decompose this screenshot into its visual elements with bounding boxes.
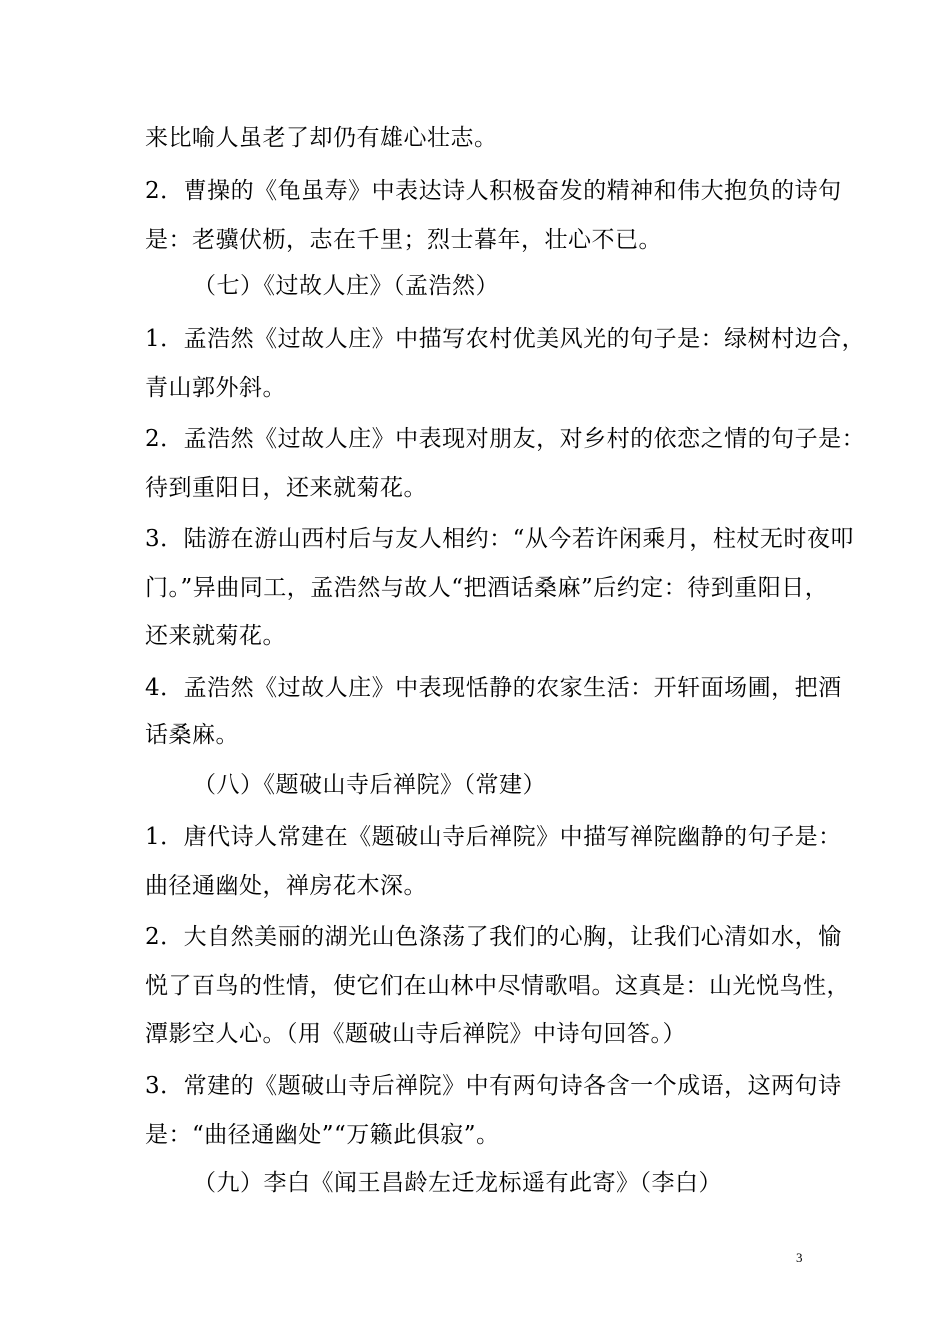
text-line: 是：“曲径通幽处”“万籁此俱寂”。 — [145, 1122, 500, 1148]
text-line: 2．孟浩然《过故人庄》中表现对朋友，对乡村的依恋之情的句子是： — [145, 426, 866, 452]
section-heading: （八）《题破山寺后禅院》（常建） — [193, 772, 546, 798]
text-line: 2．大自然美丽的湖光山色涤荡了我们的心胸，让我们心清如水，愉 — [145, 924, 842, 950]
text-line: 还来就菊花。 — [145, 623, 286, 649]
page-number: 3 — [796, 1250, 803, 1265]
text-line: 是：老骥伏枥，志在千里；烈士暮年，壮心不已。 — [145, 227, 662, 253]
text-line: 1．孟浩然《过故人庄》中描写农村优美风光的句子是：绿树村边合， — [145, 326, 866, 352]
text-line: 青山郭外斜。 — [145, 375, 286, 401]
text-line: 悦了百鸟的性情，使它们在山林中尽情歌唱。这真是：山光悦鸟性， — [145, 973, 850, 999]
text-line: 2．曹操的《龟虽寿》中表达诗人积极奋发的精神和伟大抱负的诗句 — [145, 178, 842, 204]
text-line: 曲径通幽处，禅房花木深。 — [145, 873, 427, 899]
text-line: 待到重阳日，还来就菊花。 — [145, 475, 427, 501]
section-heading: （七）《过故人庄》（孟浩然） — [193, 273, 499, 299]
section-heading: （九）李白《闻王昌龄左迁龙标遥有此寄》（李白） — [193, 1170, 722, 1196]
text-line: 门。”异曲同工，孟浩然与故人“把酒话桑麻”后约定：待到重阳日， — [145, 575, 829, 601]
text-line: 潭影空人心。（用《题破山寺后禅院》中诗句回答。） — [145, 1021, 686, 1047]
text-line: 3．常建的《题破山寺后禅院》中有两句诗各含一个成语，这两句诗 — [145, 1073, 842, 1099]
text-line: 4．孟浩然《过故人庄》中表现恬静的农家生活：开轩面场圃，把酒 — [145, 675, 842, 701]
text-line: 3．陆游在游山西村后与友人相约：“从今若许闲乘月，柱杖无时夜叩 — [145, 526, 854, 552]
text-line: 来比喻人虽老了却仍有雄心壮志。 — [145, 125, 498, 151]
text-line: 话桑麻。 — [145, 722, 239, 748]
text-line: 1．唐代诗人常建在《题破山寺后禅院》中描写禅院幽静的句子是： — [145, 824, 842, 850]
